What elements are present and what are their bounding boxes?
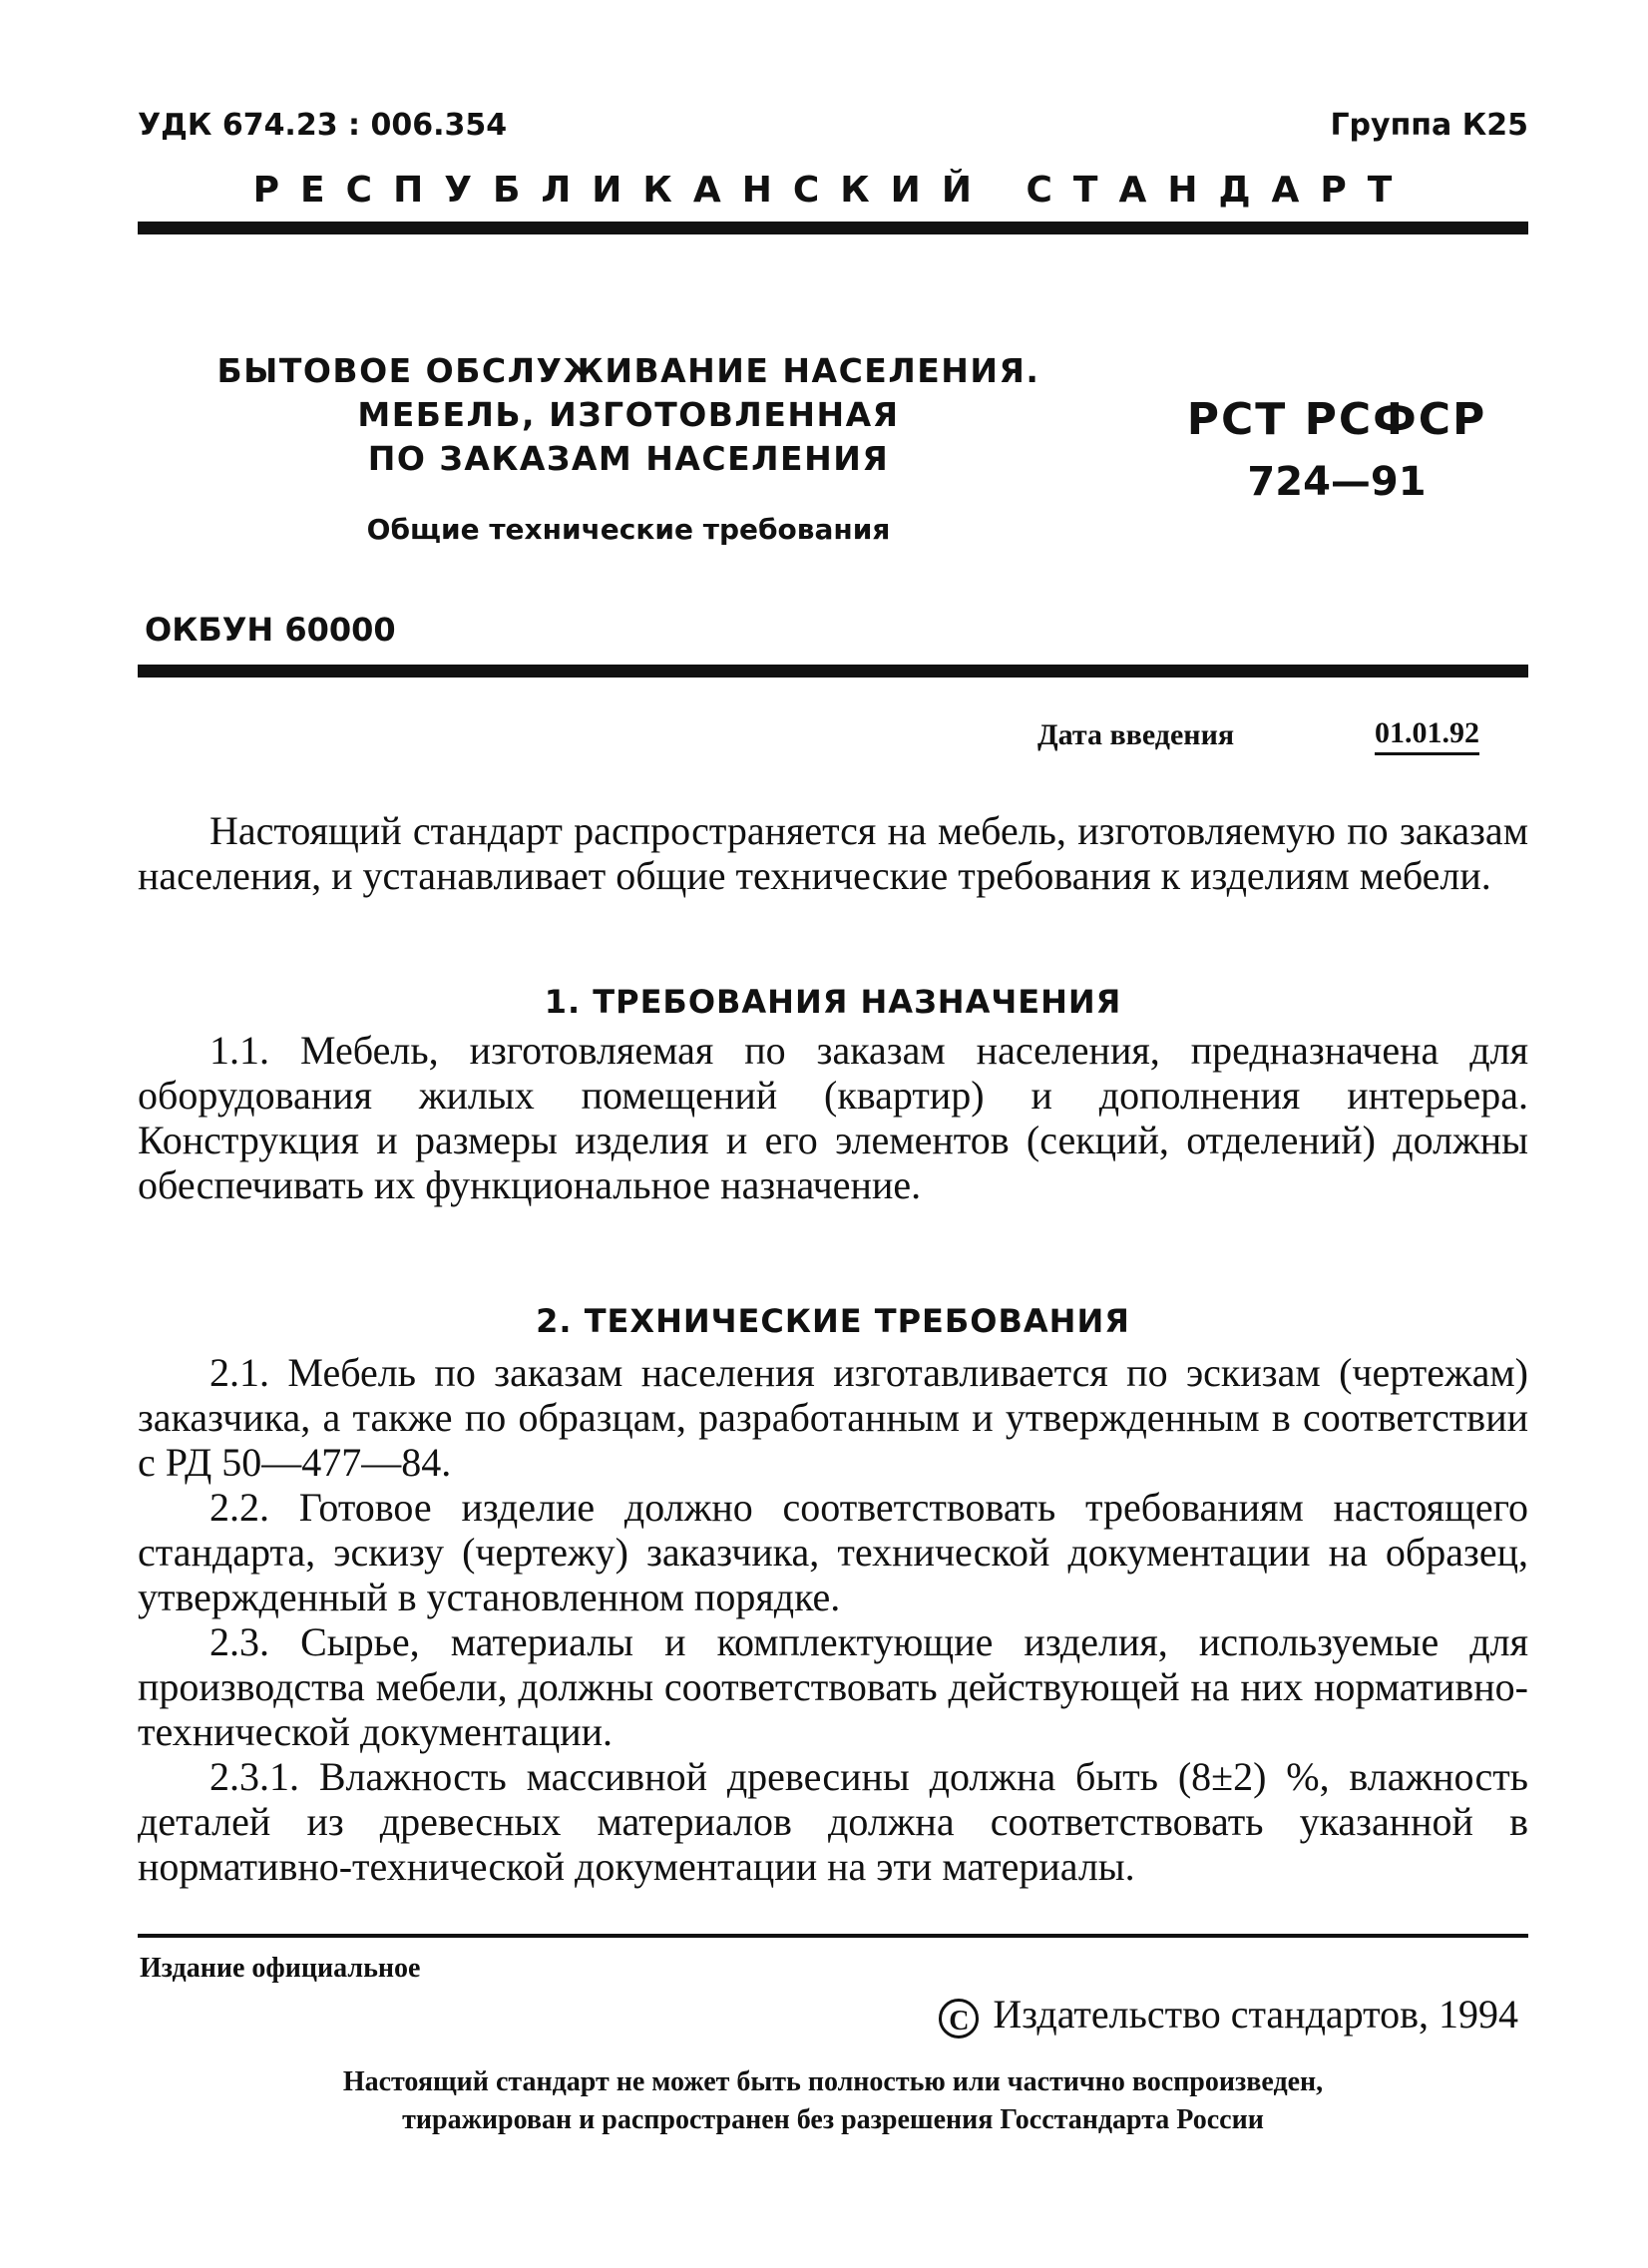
section-1-title: 1. ТРЕБОВАНИЯ НАЗНАЧЕНИЯ: [544, 983, 1122, 1021]
copyright-text: Издательство стандартов, 1994: [993, 1992, 1518, 2037]
copyright-line: [939, 1991, 1518, 2039]
udk-code: УДК 674.23 : 006.354: [138, 108, 508, 143]
title-line-1: БЫТОВОЕ ОБСЛУЖИВАНИЕ НАСЕЛЕНИЯ.: [216, 351, 1040, 390]
intro-text: Настоящий стандарт распространяется на мебель, изготовляемую по заказам населения, и устанавливает общие технические требования к изделиям мебели.: [138, 808, 1528, 898]
notice-line-2: тиражирован и распространен без разрешения Госстандарта России: [402, 2104, 1264, 2135]
official-edition-label: Издание официальное: [140, 1953, 421, 1984]
standard-code-name: РСТ РСФСР: [1186, 394, 1487, 445]
section-2-title: 2. ТЕХНИЧЕСКИЕ ТРЕБОВАНИЯ: [536, 1302, 1130, 1340]
intro-date-value: 01.01.92: [1375, 716, 1479, 755]
paragraph-2-2: 2.2. Готовое изделие должно соответствовать требованиям настоящего стандарта, эскизу (чертежу) заказчика, технической документации на образец, утвержденный в установленном порядке.: [138, 1485, 1528, 1619]
paragraph-2-3-1: 2.3.1. Влажность массивной древесины должна быть (8±2) %, влажность деталей из древесных материалов должна соответствовать указанной в нормативно-технической документации на эти материалы.: [138, 1754, 1528, 1889]
copyright-icon: С: [939, 1999, 979, 2039]
standard-code-number: 724—91: [1247, 459, 1427, 505]
section-2-body: [138, 1350, 1528, 1889]
group-code: Группа К25: [1330, 108, 1528, 143]
intro-paragraph: [138, 808, 1528, 898]
paragraph-2-3: 2.3. Сырье, материалы и комплектующие изделия, используемые для производства мебели, должны соответствовать действующей на них нормативно-технической документации.: [138, 1619, 1528, 1754]
republic-standard-heading: РЕСПУБЛИКАНСКИЙ СТАНДАРТ: [252, 170, 1414, 211]
reproduction-notice: [135, 2063, 1531, 2139]
title-line-2: МЕБЕЛЬ, ИЗГОТОВЛЕННАЯ: [357, 395, 900, 434]
okbun-code: ОКБУН 60000: [145, 611, 396, 649]
top-divider: [138, 222, 1528, 234]
intro-date-label: Дата введения: [1037, 718, 1235, 751]
paragraph-2-1: 2.1. Мебель по заказам населения изготавливается по эскизам (чертежам) заказчика, а также по образцам, разработанным и утвержденным в соответствии с РД 50—477—84.: [138, 1350, 1528, 1485]
document-title: [180, 349, 1077, 481]
paragraph-1-1: 1.1. Мебель, изготовляемая по заказам населения, предназначена для оборудования жилых помещений (квартир) и дополнения интерьера. Конструкция и размеры изделия и его элементов (секций, отделений) должны обеспечивать их функциональное назначение.: [138, 1028, 1528, 1207]
section-1-body: [138, 1028, 1528, 1207]
document-subtitle: Общие технические требования: [366, 513, 891, 546]
bottom-divider: [138, 1934, 1528, 1938]
middle-divider: [138, 665, 1528, 678]
title-line-3: ПО ЗАКАЗАМ НАСЕЛЕНИЯ: [367, 439, 890, 478]
notice-line-1: Настоящий стандарт не может быть полностью или частично воспроизведен,: [342, 2066, 1324, 2097]
